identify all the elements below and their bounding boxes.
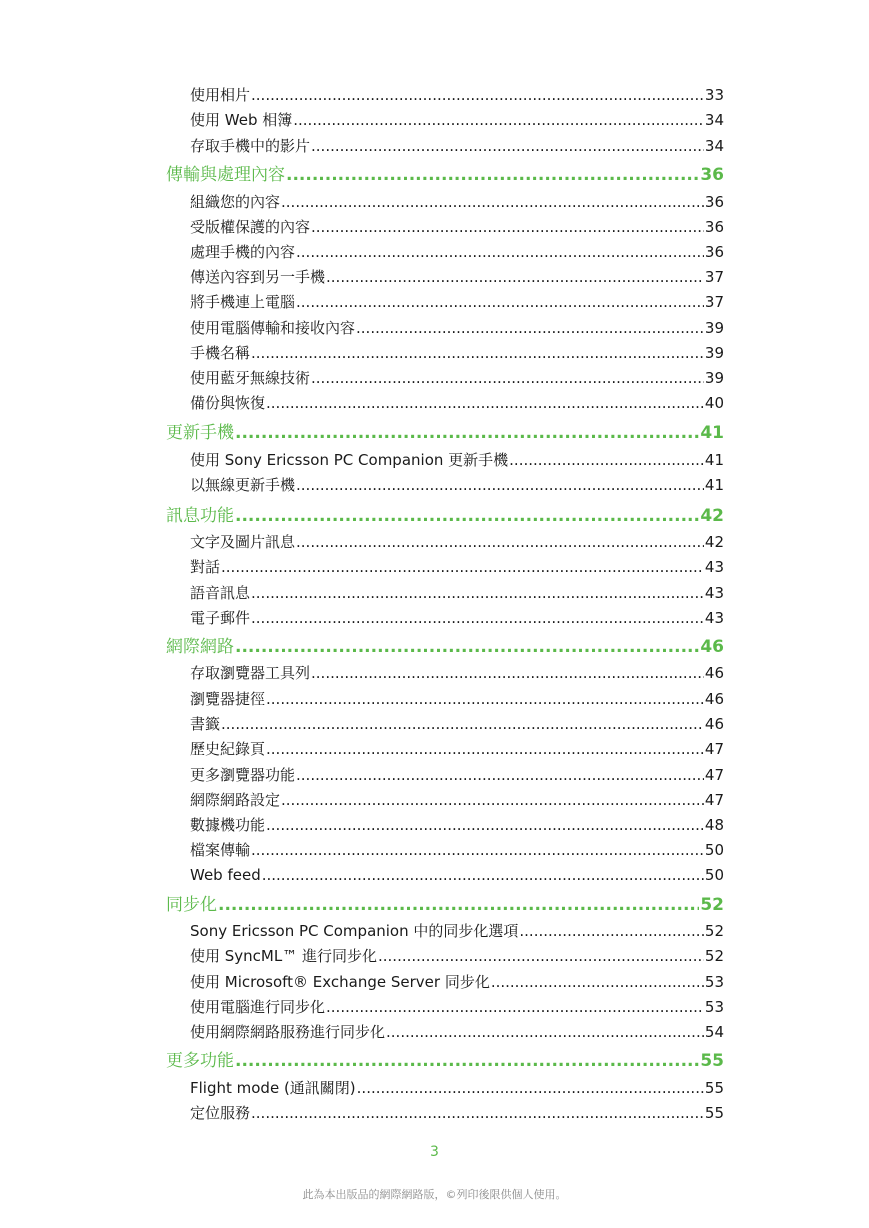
dot-leader xyxy=(221,558,704,576)
footer-notice: 此為本出版品的網際網路版，©列印後限供個人使用。 xyxy=(302,1188,567,1201)
dot-leader xyxy=(296,293,704,311)
toc-page-number: 34 xyxy=(704,111,724,129)
toc-page-number: 47 xyxy=(704,766,724,784)
dot-leader xyxy=(281,791,704,809)
toc-title: 定位服務 xyxy=(190,1104,251,1122)
toc-title: 處理手機的內容 xyxy=(190,243,296,261)
toc-entry-row xyxy=(190,605,724,627)
toc-page-number: 34 xyxy=(704,137,724,155)
dot-leader xyxy=(296,243,704,261)
toc-title: 訊息功能 xyxy=(166,506,234,526)
toc-page-number: 53 xyxy=(704,998,724,1016)
toc-entry-row xyxy=(190,189,724,211)
toc-title: 使用 SyncML™ 進行同步化 xyxy=(190,947,377,965)
toc-title: 使用電腦傳輸和接收內容 xyxy=(190,319,356,337)
dot-leader xyxy=(235,637,699,657)
toc-title: 使用電腦進行同步化 xyxy=(190,998,326,1016)
dot-leader xyxy=(293,111,704,129)
dot-leader xyxy=(221,715,704,733)
toc-page-number: 48 xyxy=(704,816,724,834)
toc-page-number: 46 xyxy=(704,690,724,708)
toc-entry-row xyxy=(190,812,724,834)
toc-title: 使用網際網路服務進行同步化 xyxy=(190,1023,386,1041)
toc-page-number: 55 xyxy=(704,1079,724,1097)
toc-title: 使用 Microsoft® Exchange Server 同步化 xyxy=(190,973,490,991)
toc-entry-row xyxy=(190,1075,724,1097)
toc-title: 組織您的內容 xyxy=(190,193,281,211)
toc-entry-row xyxy=(190,390,724,412)
toc-title: 書籤 xyxy=(190,715,221,733)
toc-page-number: 39 xyxy=(704,369,724,387)
dot-leader xyxy=(286,165,699,185)
toc-page-number: 37 xyxy=(704,268,724,286)
toc-page-number: 54 xyxy=(704,1023,724,1041)
toc-page-number: 46 xyxy=(704,664,724,682)
toc-title: Flight mode (通訊關閉) xyxy=(190,1079,356,1097)
toc-page-number: 50 xyxy=(704,866,724,884)
toc-page-number: 42 xyxy=(704,533,724,551)
dot-leader xyxy=(266,394,704,412)
toc-entry-row xyxy=(190,994,724,1016)
dot-leader xyxy=(296,476,704,494)
toc-entry-row xyxy=(190,1019,724,1041)
toc-entry-row xyxy=(190,762,724,784)
toc-page-number: 52 xyxy=(700,895,724,915)
toc-title: 使用相片 xyxy=(190,86,251,104)
toc-title: 網際網路 xyxy=(166,637,234,657)
toc-page-number: 36 xyxy=(700,165,724,185)
toc-page-number: 46 xyxy=(700,637,724,657)
dot-leader xyxy=(251,344,704,362)
toc-entry-row xyxy=(190,862,724,884)
toc-page-number: 55 xyxy=(700,1051,724,1071)
toc-title: 傳送內容到另一手機 xyxy=(190,268,326,286)
dot-leader xyxy=(356,319,704,337)
toc-entry-row xyxy=(190,660,724,682)
toc-page-number: 41 xyxy=(704,451,724,469)
toc-entry-row xyxy=(190,580,724,602)
toc-page-number: 52 xyxy=(704,922,724,940)
toc-page-number: 47 xyxy=(704,791,724,809)
toc-page-number: 43 xyxy=(704,609,724,627)
toc-title: 手機名稱 xyxy=(190,344,251,362)
toc-title: 電子郵件 xyxy=(190,609,251,627)
page-number: 3 xyxy=(430,1144,439,1160)
toc-title: 使用藍牙無線技術 xyxy=(190,369,311,387)
toc-page-number: 52 xyxy=(704,947,724,965)
toc-page-number: 36 xyxy=(704,193,724,211)
dot-leader xyxy=(378,947,704,965)
toc-page-number: 39 xyxy=(704,344,724,362)
toc-title: 存取手機中的影片 xyxy=(190,137,311,155)
toc-entry-row xyxy=(190,264,724,286)
toc-page-number: 55 xyxy=(704,1104,724,1122)
toc-page-number: 41 xyxy=(700,423,724,443)
dot-leader xyxy=(491,973,704,991)
toc-entry-row xyxy=(190,107,724,129)
toc-title: 以無線更新手機 xyxy=(190,476,296,494)
dot-leader xyxy=(311,218,704,236)
dot-leader xyxy=(235,1051,699,1071)
toc-page-number: 36 xyxy=(704,218,724,236)
dot-leader xyxy=(251,584,704,602)
dot-leader xyxy=(262,866,704,884)
toc-chapter-row xyxy=(166,504,724,526)
toc-entry-row xyxy=(190,239,724,261)
toc-chapter-row xyxy=(166,163,724,185)
toc-page-number: 43 xyxy=(704,558,724,576)
toc-entry-row xyxy=(190,529,724,551)
toc-title: 備份與恢復 xyxy=(190,394,266,412)
toc-title: 對話 xyxy=(190,558,221,576)
toc-page-number: 33 xyxy=(704,86,724,104)
toc-page-number: 36 xyxy=(704,243,724,261)
dot-leader xyxy=(296,766,704,784)
toc-page-number: 50 xyxy=(704,841,724,859)
toc-entry-row xyxy=(190,315,724,337)
dot-leader xyxy=(266,690,704,708)
toc-entry-row xyxy=(190,472,724,494)
toc-title: 使用 Web 相簿 xyxy=(190,111,293,129)
toc-entry-row xyxy=(190,711,724,733)
toc-entry-row xyxy=(190,133,724,155)
dot-leader xyxy=(266,816,704,834)
toc-entry-row xyxy=(190,554,724,576)
dot-leader xyxy=(218,895,699,915)
toc-entry-row xyxy=(190,82,724,104)
toc-entry-row xyxy=(190,943,724,965)
toc-page-number: 40 xyxy=(704,394,724,412)
toc-title: 同步化 xyxy=(166,895,217,915)
toc-title: 數據機功能 xyxy=(190,816,266,834)
toc-entry-row xyxy=(190,969,724,991)
toc-title: 傳輸與處理內容 xyxy=(166,165,285,185)
toc-entry-row xyxy=(190,214,724,236)
dot-leader xyxy=(326,268,704,286)
toc-entry-row xyxy=(190,447,724,469)
toc-page-number: 53 xyxy=(704,973,724,991)
dot-leader xyxy=(251,86,704,104)
toc-page-number: 43 xyxy=(704,584,724,602)
dot-leader xyxy=(235,506,699,526)
toc-entry-row xyxy=(190,365,724,387)
toc-title: 存取瀏覽器工具列 xyxy=(190,664,311,682)
toc-page-number: 41 xyxy=(704,476,724,494)
toc-entry-row xyxy=(190,340,724,362)
toc-title: 歷史紀錄頁 xyxy=(190,740,266,758)
toc-chapter-row xyxy=(166,635,724,657)
dot-leader xyxy=(251,1104,704,1122)
toc-title: 更多瀏覽器功能 xyxy=(190,766,296,784)
dot-leader xyxy=(311,137,704,155)
toc-entry-row xyxy=(190,787,724,809)
toc-title: 文字及圖片訊息 xyxy=(190,533,296,551)
toc-title: 網際網路設定 xyxy=(190,791,281,809)
toc-entry-row xyxy=(190,736,724,758)
dot-leader xyxy=(235,423,699,443)
dot-leader xyxy=(281,193,704,211)
toc-chapter-row xyxy=(166,421,724,443)
dot-leader xyxy=(311,664,704,682)
toc-title: 使用 Sony Ericsson PC Companion 更新手機 xyxy=(190,451,509,469)
toc-title: 瀏覽器捷徑 xyxy=(190,690,266,708)
dot-leader xyxy=(357,1079,704,1097)
toc-chapter-row xyxy=(166,893,724,915)
toc-chapter-row xyxy=(166,1049,724,1071)
toc-page-number: 46 xyxy=(704,715,724,733)
toc-title: 受版權保護的內容 xyxy=(190,218,311,236)
toc-title: 檔案傳輸 xyxy=(190,841,251,859)
dot-leader xyxy=(326,998,704,1016)
toc-title: 將手機連上電腦 xyxy=(190,293,296,311)
toc-page-number: 47 xyxy=(704,740,724,758)
toc-page-number: 37 xyxy=(704,293,724,311)
toc-page-number: 42 xyxy=(700,506,724,526)
toc-title: 語音訊息 xyxy=(190,584,251,602)
toc-title: 更新手機 xyxy=(166,423,234,443)
dot-leader xyxy=(509,451,704,469)
toc-page-number: 39 xyxy=(704,319,724,337)
toc-entry-row xyxy=(190,918,724,940)
dot-leader xyxy=(311,369,704,387)
toc-title: Sony Ericsson PC Companion 中的同步化選項 xyxy=(190,922,519,940)
dot-leader xyxy=(386,1023,704,1041)
dot-leader xyxy=(266,740,704,758)
dot-leader xyxy=(251,841,704,859)
toc-entry-row xyxy=(190,289,724,311)
toc-entry-row xyxy=(190,837,724,859)
dot-leader xyxy=(519,922,704,940)
toc-entry-row xyxy=(190,1100,724,1122)
toc-title: Web feed xyxy=(190,866,261,884)
toc-entry-row xyxy=(190,686,724,708)
dot-leader xyxy=(296,533,704,551)
toc-title: 更多功能 xyxy=(166,1051,234,1071)
dot-leader xyxy=(251,609,704,627)
